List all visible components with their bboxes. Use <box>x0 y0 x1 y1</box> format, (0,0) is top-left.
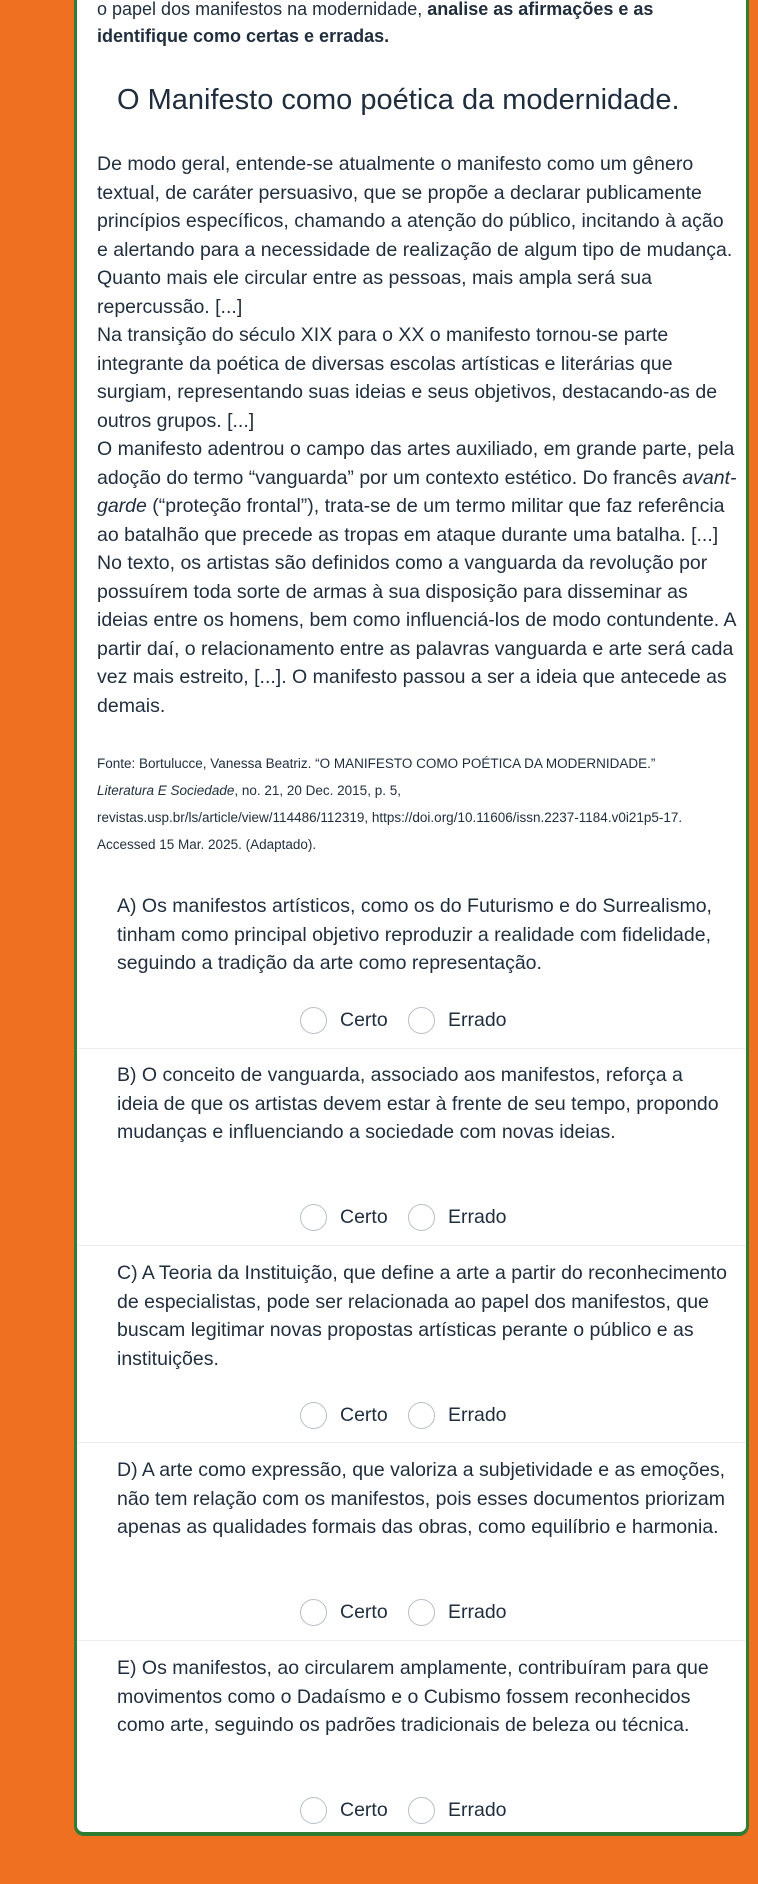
question-d-text: D) A arte como expressão, que valoriza a subjetividade e as emoções, não tem relação com os manifestos, pois esses documentos priorizam apenas as qualidades formais das obras, como equilíbrio e harmonia. <box>117 1459 726 1538</box>
source-journal: Literatura E Sociedade <box>97 783 235 798</box>
errado-label: Errado <box>448 1600 507 1623</box>
radio-circle-icon[interactable] <box>300 1797 327 1824</box>
certo-label: Certo <box>340 1798 388 1821</box>
source-line-3: revistas.usp.br/ls/article/view/114486/112319, https://doi.org/10.11606/issn.2237-1184.v0i21p5-17. Accessed 15 Mar. 2025. (Adaptado). <box>97 810 683 852</box>
question-e-options <box>77 1793 746 1827</box>
question-a-certo-option[interactable] <box>300 1003 388 1037</box>
source-journal-rest: , no. 21, 20 Dec. 2015, p. 5, <box>234 783 401 798</box>
certo-label: Certo <box>340 1008 388 1031</box>
errado-label: Errado <box>448 1798 507 1821</box>
radio-circle-icon[interactable] <box>300 1402 327 1429</box>
question-e-errado-option[interactable] <box>408 1793 507 1827</box>
article-paragraph-2: Na transição do século XIX para o XX o manifesto tornou-se parte integrante da poética de diversas escolas artísticas e literárias que surgiam, representando suas ideias e seus objetivos, destacando-as de outros grupos. [...] <box>97 324 718 432</box>
radio-circle-icon[interactable] <box>300 1599 327 1626</box>
question-a-options <box>77 1003 746 1037</box>
question-e-text: E) Os manifestos, ao circularem amplamente, contribuíram para que movimentos como o Dadaísmo e o Cubismo fossem reconhecidos como arte, seguindo os padrões tradicionais de beleza ou técnica. <box>117 1657 709 1736</box>
intro-bold: analise as afirmações e as identifique como certas e erradas. <box>97 0 654 46</box>
divider <box>77 1442 746 1443</box>
divider <box>77 1640 746 1641</box>
question-e-certo-option[interactable] <box>300 1793 388 1827</box>
question-a-errado-option[interactable] <box>408 1003 507 1037</box>
article-paragraph-1: De modo geral, entende-se atualmente o manifesto como um gênero textual, de caráter persuasivo, que se propõe a declarar publicamente princípios específicos, chamando a atenção do público, incitando à ação e alertando para a necessidade de realização de algum tipo de mudança. Quanto mais ele circular entre as pessoas, mais ampla será sua repercussão. [...] <box>97 153 733 318</box>
question-d-certo-option[interactable] <box>300 1595 388 1629</box>
question-a-text: A) Os manifestos artísticos, como os do Futurismo e do Surrealismo, tinham como principal objetivo reproduzir a realidade com fidelidade, seguindo a tradição da arte como representação. <box>117 895 712 974</box>
errado-label: Errado <box>448 1403 507 1426</box>
article-text <box>97 150 737 720</box>
divider <box>77 1245 746 1246</box>
question-c-text: C) A Teoria da Instituição, que define a arte a partir do reconhecimento de especialistas, pode ser relacionada ao papel dos manifestos, que buscam legitimar novas propostas artísticas perante o público e as instituições. <box>117 1262 727 1370</box>
question-b-certo-option[interactable] <box>300 1200 388 1234</box>
question-d-errado-option[interactable] <box>408 1595 507 1629</box>
errado-label: Errado <box>448 1205 507 1228</box>
question-c-options <box>77 1398 746 1432</box>
p3-before: O manifesto adentrou o campo das artes auxiliado, em grande parte, pela adoção do termo “vanguarda” por um contexto estético. Do francês <box>97 438 735 489</box>
certo-label: Certo <box>340 1403 388 1426</box>
radio-circle-icon[interactable] <box>408 1402 435 1429</box>
radio-circle-icon[interactable] <box>408 1007 435 1034</box>
radio-circle-icon[interactable] <box>408 1599 435 1626</box>
source-line-2 <box>97 777 737 804</box>
question-b-errado-option[interactable] <box>408 1200 507 1234</box>
source-citation <box>97 750 737 858</box>
question-d-options <box>77 1595 746 1629</box>
radio-circle-icon[interactable] <box>300 1007 327 1034</box>
errado-label: Errado <box>448 1008 507 1031</box>
question-b-options <box>77 1200 746 1234</box>
intro-plain: o papel dos manifestos na modernidade, <box>97 0 428 19</box>
article-paragraph-3 <box>97 435 737 720</box>
article-title: O Manifesto como poética da modernidade. <box>117 84 680 116</box>
divider <box>77 1048 746 1049</box>
question-c-errado-option[interactable] <box>408 1398 507 1432</box>
radio-circle-icon[interactable] <box>408 1797 435 1824</box>
radio-circle-icon[interactable] <box>300 1204 327 1231</box>
p3-italic: avant-garde <box>97 466 737 517</box>
question-c-certo-option[interactable] <box>300 1398 388 1432</box>
source-line-1: Fonte: Bortulucce, Vanessa Beatriz. “O MANIFESTO COMO POÉTICA DA MODERNIDADE.” <box>97 756 656 771</box>
intro-instruction <box>97 0 737 50</box>
certo-label: Certo <box>340 1600 388 1623</box>
certo-label: Certo <box>340 1205 388 1228</box>
question-b-text: B) O conceito de vanguarda, associado aos manifestos, reforça a ideia de que os artistas devem estar à frente de seu tempo, propondo mudanças e influenciando a sociedade com novas ideias. <box>117 1064 719 1143</box>
p3-after: (“proteção frontal”), trata-se de um termo militar que faz referência ao batalhão que precede as tropas em ataque durante uma batalha. [...] No texto, os artistas são definidos como a vanguarda da revolução por possuírem toda sorte de armas à sua disposição para disseminar as ideias entre os homens, bem como influenciá-los de modo contundente. A partir daí, o relacionamento entre as palavras vanguarda e arte será cada vez mais estreito, [...]. O manifesto passou a ser a ideia que antecede as demais. <box>97 495 736 717</box>
question-card <box>74 0 749 1836</box>
radio-circle-icon[interactable] <box>408 1204 435 1231</box>
